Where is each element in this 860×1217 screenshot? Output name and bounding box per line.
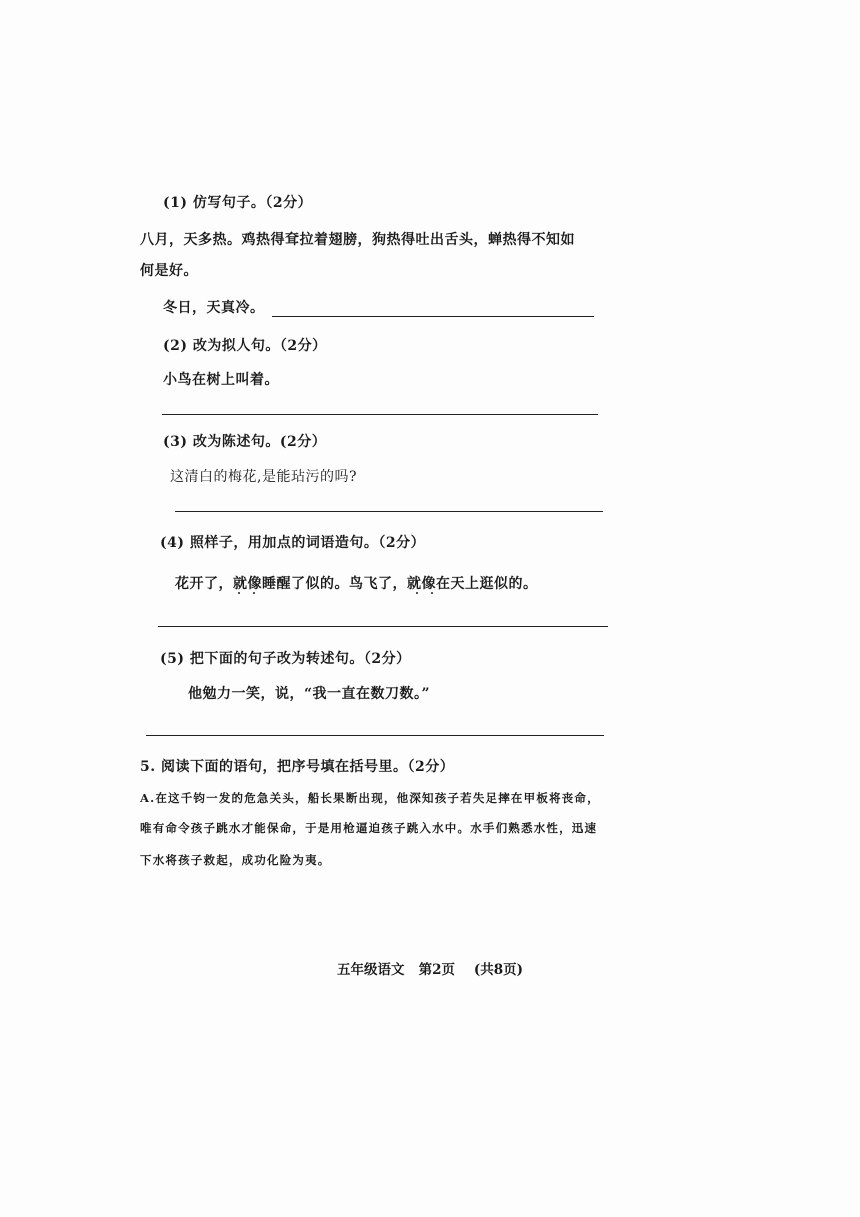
q5-passage-line2: 唯有命令孩子跳水才能保命，于是用枪逼迫孩子跳入水中。水手们熟悉水性，迅速 [140, 821, 598, 835]
answer-line-2[interactable] [162, 414, 598, 415]
part1-title: (1) 仿写句子。（2分） [163, 195, 313, 211]
part5-title: (5) 把下面的句子改为转述句。（2分） [160, 651, 411, 667]
part2-sentence: 小鸟在树上叫着。 [163, 372, 279, 388]
emphasis-dot [431, 592, 433, 594]
q5-passage-line3: 下水将孩子救起，成功化险为夷。 [140, 853, 331, 867]
page-footer [0, 958, 860, 978]
part3-title: (3) 改为陈述句。(2分） [163, 434, 327, 450]
part1-example-line1: 八月，天多热。鸡热得耷拉着翅膀，狗热得吐出舌头，蝉热得不知如 [140, 232, 575, 248]
answer-line-1[interactable] [272, 316, 594, 317]
emphasis-dot [416, 592, 418, 594]
answer-line-5[interactable] [146, 735, 604, 736]
footer-page-number: 第2页 [418, 962, 456, 978]
emphasis-dot [238, 592, 240, 594]
answer-line-4[interactable] [158, 626, 608, 627]
part4-title: (4) 照样子，用加点的词语造句。（2分） [160, 535, 426, 551]
footer-subject: 五年级语文 [337, 962, 405, 978]
part2-title: (2) 改为拟人句。（2分） [163, 338, 327, 354]
part5-sentence: 他勉力一笑，说，“我一直在数刀数。” [188, 686, 431, 702]
q5-passage-line1: A.在这千钧一发的危急关头，船长果断出现，他深知孩子若失足摔在甲板将丧命， [140, 791, 600, 805]
part3-sentence: 这清白的梅花,是能玷污的吗? [170, 469, 357, 485]
part1-example-line2: 何是好。 [140, 263, 198, 279]
q5-title: 5. 阅读下面的语句，把序号填在括号里。（2分） [140, 759, 455, 775]
footer-total-pages: (共8页) [473, 962, 523, 978]
part4-sentence: 花开了，就像睡醒了似的。鸟飞了，就像在天上逛似的。 [175, 576, 538, 592]
answer-line-3[interactable] [175, 511, 603, 512]
part1-prompt: 冬日，天真冷。 [163, 300, 265, 316]
emphasis-dot [253, 592, 255, 594]
